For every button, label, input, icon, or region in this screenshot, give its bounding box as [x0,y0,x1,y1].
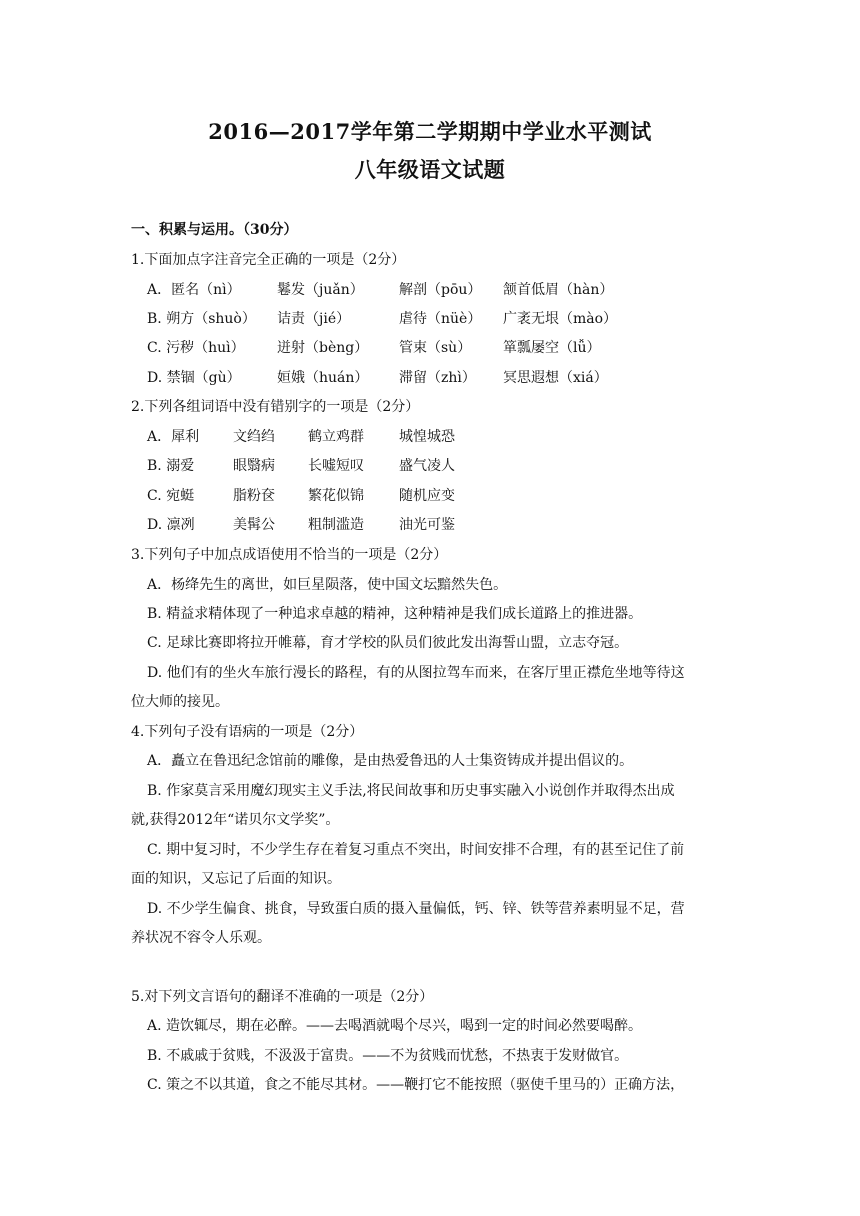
q1-option-cell: 诘责（jié） [277,311,351,327]
q1-option-cell: 广袤无垠（mào） [503,311,618,327]
question-3-option-d-line2: 位大师的接见。 [131,694,229,710]
q2-option-cell: 盛气凌人 [399,458,455,474]
q1-option-cell: 迸射（bèng） [277,340,369,356]
q2-option-cell: 文绉绉 [233,429,275,445]
q2-option-cell: 粗制滥造 [308,517,364,533]
q1-option-cell: 冥思遐想（xiá） [503,370,608,386]
q2-option-cell: 城惶城恐 [399,429,455,445]
section-heading: 一、积累与运用。（30分） [131,222,298,238]
q2-option-cell: B. 溺爱 [147,458,195,474]
q1-option-cell: 箪瓢屡空（lǚ） [503,340,601,356]
question-4-option-d-line1: D. 不少学生偏食、挑食，导致蛋白质的摄入量偏低，钙、锌、铁等营养素明显不足，营 [147,901,685,917]
question-3-option-d-line1: D. 他们有的坐火车旅行漫长的路程，有的从图拉驾车而来，在客厅里正襟危坐地等待这 [147,665,685,681]
q1-option-cell: D. 禁锢（gù） [147,370,241,386]
question-4-stem: 4.下列句子没有语病的一项是（2分） [131,724,364,740]
exam-title: 2016—2017学年第二学期期中学业水平测试 [208,119,652,144]
q1-option-cell: 滞留（zhì） [399,370,476,386]
q2-option-cell: 长嘘短叹 [308,458,364,474]
q2-option-cell: A．犀利 [147,429,200,445]
question-5-option-a: A. 造饮辄尽，期在必醉。——去喝酒就喝个尽兴，喝到一定的时间必然要喝醉。 [147,1018,643,1034]
question-2-stem: 2.下列各组词语中没有错别字的一项是（2分） [131,399,420,415]
q2-option-cell: 油光可鉴 [399,517,455,533]
q1-option-cell: 虐待（nüè） [399,311,482,327]
question-4-option-a: A．矗立在鲁迅纪念馆前的雕像，是由热爱鲁迅的人士集资铸成并提出倡议的。 [147,753,634,769]
q2-option-cell: 繁花似锦 [308,488,364,504]
q1-option-cell: A．匿名（nì） [147,282,241,298]
q2-option-cell: C. 宛蜓 [147,488,195,504]
q2-option-cell: 脂粉奁 [233,488,275,504]
q1-option-cell: 管束（sù） [399,340,472,356]
question-4-option-c-line1: C. 期中复习时，不少学生存在着复习重点不突出，时间安排不合理，有的甚至记住了前 [147,842,685,858]
question-3-option-a: A．杨绛先生的离世，如巨星陨落，使中国文坛黯然失色。 [147,577,508,593]
question-1-stem: 1.下面加点字注音完全正确的一项是（2分） [131,252,406,268]
question-4-option-d-line2: 养状况不容令人乐观。 [131,930,271,946]
question-4-option-c-line2: 面的知识，又忘记了后面的知识。 [131,871,341,887]
q2-option-cell: 随机应变 [399,488,455,504]
question-5-option-c: C. 策之不以其道，食之不能尽其材。——鞭打它不能按照（驱使千里马的）正确方法， [147,1077,685,1093]
q2-option-cell: 眼翳病 [233,458,275,474]
q1-option-cell: 解剖（pōu） [399,282,482,298]
q1-option-cell: C. 污秽（huì） [147,340,245,356]
q1-option-cell: B. 朔方（shuò） [147,311,256,327]
question-4-option-b-line2: 就,获得2012年“诺贝尔文学奖”。 [131,812,340,828]
q2-option-cell: D. 凛冽 [147,517,195,533]
q2-option-cell: 美髯公 [233,517,275,533]
q2-option-cell: 鹤立鸡群 [308,429,364,445]
question-3-option-c: C. 足球比赛即将拉开帷幕，育才学校的队员们彼此发出海誓山盟，立志夺冠。 [147,635,629,651]
question-3-stem: 3.下列句子中加点成语使用不恰当的一项是（2分） [131,547,448,563]
q1-option-cell: 颔首低眉（hàn） [503,282,614,298]
q1-option-cell: 姮娥（huán） [277,370,369,386]
question-5-option-b: B. 不戚戚于贫贱，不汲汲于富贵。——不为贫贱而忧愁，不热衷于发财做官。 [147,1048,629,1064]
question-5-stem: 5.对下列文言语句的翻译不准确的一项是（2分） [131,989,434,1005]
question-4-option-b-line1: B. 作家莫言采用魔幻现实主义手法,将民间故事和历史事实融入小说创作并取得杰出成 [147,783,675,799]
q1-option-cell: 鬈发（juǎn） [277,282,364,298]
question-3-option-b: B. 精益求精体现了一种追求卓越的精神，这种精神是我们成长道路上的推进器。 [147,606,643,622]
exam-subtitle: 八年级语文试题 [354,157,506,182]
